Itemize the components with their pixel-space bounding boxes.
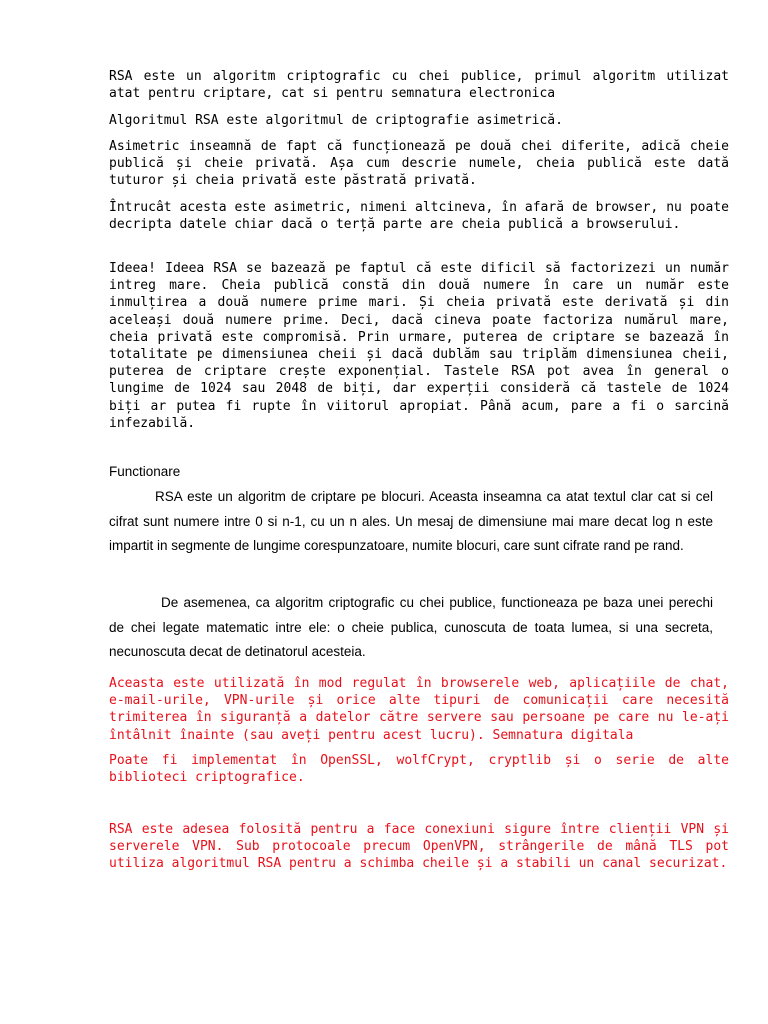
- paragraph-rsa-idea: Ideea! Ideea RSA se bazează pe faptul că este dificil să factorizezi un număr intreg mare. Cheia publică constă din două numere în care un număr este inmulțirea a două numere prime mari. Și cheia privată este derivată și din aceleași două numere prime. Deci, dacă cineva poate factoriza numărul mare, cheia privată este compromisă. Prin urmare, puterea de criptare se bazează în totalitate pe dimensiunea cheii și dacă dublăm sau triplăm dimensiunea cheii, puterea de criptare crește exponențial. Tastele RSA pot avea în general o lungime de 1024 sau 2048 de biți, dar experții consideră că tastele de 1024 biți ar putea fi rupte în viitorul apropiat. Până acum, pare a fi o sarcină infezabilă.: [109, 261, 729, 431]
- paragraph-usage-highlight: Aceasta este utilizată în mod regulat în browserele web, aplicațiile de chat, e-mail-urile, VPN-urile și orice alte tipuri de comunicații care necesită trimiterea în siguranță a datelor către servere sau persoane pe care nu le-ați întâlnit înainte (sau aveți pentru acest lucru). Semnatura digitala: [109, 676, 729, 743]
- section-heading-functionare: Functionare: [109, 464, 181, 479]
- paragraph-asymmetric-algorithm: Algoritmul RSA este algoritmul de criptografie asimetrică.: [109, 113, 563, 128]
- paragraph-vpn-highlight: RSA este adesea folosită pentru a face conexiuni sigure între clienții VPN și serverele VPN. Sub protocoale precum OpenVPN, strângerile de mână TLS pot utiliza algoritmul RSA pentru a schimba cheile și a stabili un canal securizat.: [109, 822, 729, 872]
- paragraph-browser-decrypt: Întrucât acesta este asimetric, nimeni altcineva, în afară de browser, nu poate decripta datele chiar dacă o terță parte are cheia publică a browserului.: [109, 200, 729, 233]
- paragraph-block-cipher: RSA este un algoritm de criptare pe blocuri. Aceasta inseamna ca atat textul clar cat si cel cifrat sunt numere intre 0 si n-1, cu un n ales. Un mesaj de dimensiune mai mare decat log n este impartit in segmente de lungime corespunzatoare, numite blocuri, care sunt cifrate rand pe rand.: [109, 489, 713, 553]
- paragraph-libraries-highlight: Poate fi implementat în OpenSSL, wolfCrypt, cryptlib și o serie de alte biblioteci criptografice.: [109, 753, 729, 786]
- paragraph-asymmetric-meaning: Asimetric inseamnă de fapt că funcționează pe două chei diferite, adică cheie publică și cheie privată. Așa cum descrie numele, cheia publică este dată tuturor și cheia privată este păstrată privată.: [109, 139, 729, 189]
- paragraph-rsa-intro: RSA este un algoritm criptografic cu chei publice, primul algoritm utilizat atat pentru criptare, cat si pentru semnatura electronica: [109, 69, 729, 102]
- paragraph-key-pair: De asemenea, ca algoritm criptografic cu chei publice, functioneaza pe baza unei perechi de chei legate matematic intre ele: o cheie publica, cunoscuta de toata lumea, si una secreta, necunoscuta decat de detinatorul acesteia.: [109, 595, 713, 659]
